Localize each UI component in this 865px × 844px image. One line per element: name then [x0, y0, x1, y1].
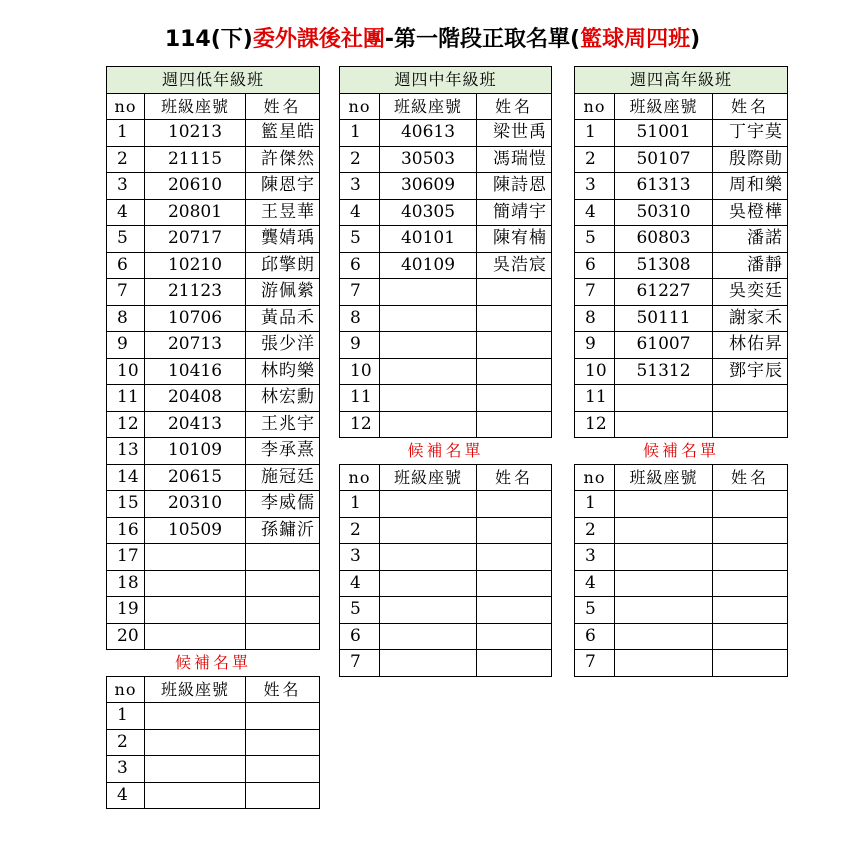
row-number: 10	[575, 358, 615, 385]
class-seat-number: 61227	[615, 279, 713, 306]
row-number: 3	[575, 544, 615, 571]
row-number: 4	[340, 199, 380, 226]
header-no: no	[340, 93, 380, 120]
class-seat-number	[380, 279, 477, 306]
row-number: 7	[575, 650, 615, 677]
title-dash: -	[384, 27, 395, 52]
student-name	[477, 491, 552, 518]
row-number: 7	[340, 650, 380, 677]
table-row	[340, 332, 552, 359]
table-row	[340, 226, 552, 253]
row-number: 1	[107, 120, 145, 147]
student-name: 黃品禾	[246, 305, 320, 332]
table-row	[575, 358, 788, 385]
student-name: 謝家禾	[713, 305, 788, 332]
student-name: 王昱華	[246, 199, 320, 226]
student-name	[477, 385, 552, 412]
class-seat-number: 21123	[145, 279, 246, 306]
student-name: 陳詩恩	[477, 173, 552, 200]
class-seat-number: 20310	[145, 491, 246, 518]
student-name	[246, 729, 320, 756]
class-seat-number: 20610	[145, 173, 246, 200]
class-seat-number: 30609	[380, 173, 477, 200]
class-seat-number	[380, 544, 477, 571]
student-name: 林佑昇	[713, 332, 788, 359]
table-row	[575, 332, 788, 359]
row-number: 3	[107, 756, 145, 783]
table-row	[107, 252, 320, 279]
row-number: 10	[107, 358, 145, 385]
row-number: 3	[575, 173, 615, 200]
student-name: 林宏勳	[246, 385, 320, 412]
class-seat-number	[380, 650, 477, 677]
class-seat-number	[380, 597, 477, 624]
header-no: no	[575, 464, 615, 491]
class-seat-number: 50310	[615, 199, 713, 226]
student-name: 許傑然	[246, 146, 320, 173]
row-number: 3	[340, 544, 380, 571]
low-grade-table	[106, 66, 320, 809]
table-row	[107, 597, 320, 624]
alternates-header-row	[107, 676, 320, 703]
student-name	[713, 650, 788, 677]
table-row	[107, 173, 320, 200]
class-seat-number: 10509	[145, 517, 246, 544]
row-number: 1	[340, 120, 380, 147]
row-number: 1	[107, 703, 145, 730]
title-open-paren: (	[570, 27, 581, 52]
table-row	[107, 570, 320, 597]
student-name: 籃星皓	[246, 120, 320, 147]
header-seat: 班級座號	[615, 93, 713, 120]
row-number: 7	[575, 279, 615, 306]
header-no: no	[340, 464, 380, 491]
alternate-row	[575, 623, 788, 650]
table-row	[575, 411, 788, 438]
row-number: 4	[575, 199, 615, 226]
row-number: 11	[340, 385, 380, 412]
row-number: 12	[107, 411, 145, 438]
student-name: 張少洋	[246, 332, 320, 359]
title-close-paren: )	[690, 27, 701, 52]
table-row	[107, 226, 320, 253]
student-name: 游佩縈	[246, 279, 320, 306]
alternates-title: 候補名單	[107, 650, 320, 677]
student-name	[246, 597, 320, 624]
row-number: 5	[575, 226, 615, 253]
title-phase: 第一階段正取名單	[394, 27, 571, 52]
class-seat-number: 51308	[615, 252, 713, 279]
class-seat-number	[380, 491, 477, 518]
row-number: 2	[340, 146, 380, 173]
class-seat-number	[145, 782, 246, 809]
class-seat-number	[380, 385, 477, 412]
high-grade-table	[574, 66, 788, 677]
table-row	[107, 199, 320, 226]
header-name: 姓名	[477, 464, 552, 491]
class-seat-number: 10109	[145, 438, 246, 465]
header-name: 姓名	[246, 93, 320, 120]
class-seat-number: 10706	[145, 305, 246, 332]
student-name	[713, 597, 788, 624]
table-row	[340, 146, 552, 173]
group-header-row	[340, 67, 552, 94]
title-term: 114(下)	[164, 27, 253, 52]
group-header-row	[575, 67, 788, 94]
row-number: 5	[575, 597, 615, 624]
column-header-row	[575, 93, 788, 120]
header-no: no	[575, 93, 615, 120]
row-number: 6	[575, 623, 615, 650]
alternates-title-row	[575, 438, 788, 465]
table-row	[107, 491, 320, 518]
alternates-title: 候補名單	[340, 438, 552, 465]
group-title: 週四中年級班	[340, 67, 552, 94]
alternate-row	[575, 544, 788, 571]
mid-grade-table	[339, 66, 552, 677]
class-seat-number: 21115	[145, 146, 246, 173]
class-seat-number: 10210	[145, 252, 246, 279]
class-seat-number	[380, 305, 477, 332]
class-seat-number: 10213	[145, 120, 246, 147]
class-seat-number: 60803	[615, 226, 713, 253]
student-name	[246, 570, 320, 597]
header-seat: 班級座號	[380, 464, 477, 491]
student-name: 吳浩宸	[477, 252, 552, 279]
student-name	[246, 703, 320, 730]
class-seat-number: 40101	[380, 226, 477, 253]
header-seat: 班級座號	[615, 464, 713, 491]
row-number: 12	[575, 411, 615, 438]
student-name	[246, 756, 320, 783]
class-seat-number: 20408	[145, 385, 246, 412]
alternate-row	[575, 650, 788, 677]
student-name	[713, 491, 788, 518]
class-seat-number	[145, 544, 246, 571]
table-row	[107, 623, 320, 650]
row-number: 4	[340, 570, 380, 597]
class-seat-number: 10416	[145, 358, 246, 385]
class-seat-number: 20717	[145, 226, 246, 253]
class-seat-number	[615, 570, 713, 597]
group-title: 週四低年級班	[107, 67, 320, 94]
row-number: 19	[107, 597, 145, 624]
row-number: 5	[340, 226, 380, 253]
class-seat-number: 61313	[615, 173, 713, 200]
alternate-row	[340, 597, 552, 624]
alternate-row	[107, 756, 320, 783]
row-number: 4	[575, 570, 615, 597]
student-name: 陳宥楠	[477, 226, 552, 253]
row-number: 4	[107, 782, 145, 809]
class-seat-number	[145, 703, 246, 730]
alternate-row	[107, 703, 320, 730]
row-number: 4	[107, 199, 145, 226]
row-number: 5	[340, 597, 380, 624]
student-name	[477, 517, 552, 544]
class-seat-number	[615, 623, 713, 650]
class-seat-number	[380, 358, 477, 385]
table-row	[107, 146, 320, 173]
row-number: 1	[340, 491, 380, 518]
row-number: 7	[340, 279, 380, 306]
row-number: 5	[107, 226, 145, 253]
row-number: 3	[340, 173, 380, 200]
student-name: 吳橙樺	[713, 199, 788, 226]
header-name: 姓名	[713, 93, 788, 120]
student-name: 林昀樂	[246, 358, 320, 385]
header-no: no	[107, 676, 145, 703]
table-row	[107, 385, 320, 412]
row-number: 1	[575, 491, 615, 518]
table-row	[107, 411, 320, 438]
header-name: 姓名	[477, 93, 552, 120]
class-seat-number	[145, 729, 246, 756]
row-number: 8	[340, 305, 380, 332]
table-row	[340, 173, 552, 200]
row-number: 12	[340, 411, 380, 438]
row-number: 9	[340, 332, 380, 359]
student-name: 王兆宇	[246, 411, 320, 438]
class-seat-number	[145, 597, 246, 624]
student-name	[477, 650, 552, 677]
alternate-row	[340, 517, 552, 544]
class-seat-number	[615, 491, 713, 518]
alternates-title: 候補名單	[575, 438, 788, 465]
class-seat-number: 40109	[380, 252, 477, 279]
student-name: 陳恩宇	[246, 173, 320, 200]
table-row	[107, 438, 320, 465]
row-number: 2	[107, 146, 145, 173]
alternates-title-row	[107, 650, 320, 677]
row-number: 2	[575, 517, 615, 544]
alternates-title-row	[340, 438, 552, 465]
class-seat-number: 51312	[615, 358, 713, 385]
row-number: 1	[575, 120, 615, 147]
table-row	[340, 358, 552, 385]
student-name	[477, 570, 552, 597]
class-seat-number	[380, 570, 477, 597]
row-number: 14	[107, 464, 145, 491]
alternate-row	[340, 623, 552, 650]
table-row	[107, 464, 320, 491]
student-name: 吳奕廷	[713, 279, 788, 306]
table-row	[575, 199, 788, 226]
alternate-row	[340, 650, 552, 677]
alternates-header-row	[340, 464, 552, 491]
class-seat-number	[615, 517, 713, 544]
table-row	[575, 279, 788, 306]
class-seat-number: 20413	[145, 411, 246, 438]
row-number: 6	[340, 623, 380, 650]
alternate-row	[575, 597, 788, 624]
row-number: 17	[107, 544, 145, 571]
header-seat: 班級座號	[380, 93, 477, 120]
table-row	[575, 252, 788, 279]
student-name	[477, 305, 552, 332]
alternate-row	[340, 491, 552, 518]
class-seat-number	[145, 756, 246, 783]
class-seat-number	[380, 332, 477, 359]
table-row	[575, 173, 788, 200]
student-name	[713, 544, 788, 571]
table-row	[340, 385, 552, 412]
row-number: 8	[107, 305, 145, 332]
student-name: 周和樂	[713, 173, 788, 200]
student-name	[713, 385, 788, 412]
alternate-row	[575, 517, 788, 544]
class-seat-number	[145, 570, 246, 597]
class-seat-number: 20801	[145, 199, 246, 226]
row-number: 3	[107, 173, 145, 200]
student-name	[477, 597, 552, 624]
header-seat: 班級座號	[145, 93, 246, 120]
student-name: 潘諾	[713, 226, 788, 253]
header-no: no	[107, 93, 145, 120]
table-row	[340, 305, 552, 332]
class-seat-number	[380, 623, 477, 650]
table-row	[575, 226, 788, 253]
student-name	[713, 623, 788, 650]
class-seat-number	[615, 544, 713, 571]
row-number: 10	[340, 358, 380, 385]
class-seat-number	[380, 411, 477, 438]
table-row	[107, 358, 320, 385]
student-name: 丁宇莫	[713, 120, 788, 147]
student-name: 邱擎朗	[246, 252, 320, 279]
table-row	[107, 120, 320, 147]
row-number: 6	[575, 252, 615, 279]
header-name: 姓名	[713, 464, 788, 491]
class-seat-number: 50107	[615, 146, 713, 173]
row-number: 2	[340, 517, 380, 544]
table-row	[340, 120, 552, 147]
row-number: 6	[107, 252, 145, 279]
alternate-row	[107, 729, 320, 756]
alternate-row	[575, 570, 788, 597]
student-name: 馮瑞愷	[477, 146, 552, 173]
student-name	[246, 544, 320, 571]
class-seat-number	[615, 411, 713, 438]
student-name	[713, 517, 788, 544]
group-header-row	[107, 67, 320, 94]
alternate-row	[575, 491, 788, 518]
row-number: 6	[340, 252, 380, 279]
student-name	[477, 411, 552, 438]
class-seat-number	[380, 517, 477, 544]
row-number: 16	[107, 517, 145, 544]
student-name	[477, 358, 552, 385]
title-club: 籃球周四班	[580, 27, 691, 52]
row-number: 11	[107, 385, 145, 412]
column-header-row	[340, 93, 552, 120]
student-name	[477, 623, 552, 650]
student-name: 李威儒	[246, 491, 320, 518]
row-number: 15	[107, 491, 145, 518]
row-number: 11	[575, 385, 615, 412]
header-seat: 班級座號	[145, 676, 246, 703]
row-number: 7	[107, 279, 145, 306]
row-number: 9	[575, 332, 615, 359]
table-row	[575, 146, 788, 173]
column-header-row	[107, 93, 320, 120]
group-title: 週四高年級班	[575, 67, 788, 94]
class-seat-number	[615, 650, 713, 677]
row-number: 20	[107, 623, 145, 650]
class-seat-number: 61007	[615, 332, 713, 359]
student-name	[713, 570, 788, 597]
alternate-row	[340, 570, 552, 597]
student-name	[246, 782, 320, 809]
row-number: 18	[107, 570, 145, 597]
table-row	[575, 120, 788, 147]
title-program: 委外課後社團	[252, 27, 385, 52]
alternates-header-row	[575, 464, 788, 491]
student-name: 李承熹	[246, 438, 320, 465]
table-row	[107, 332, 320, 359]
student-name	[477, 332, 552, 359]
class-seat-number: 30503	[380, 146, 477, 173]
student-name: 潘靜	[713, 252, 788, 279]
class-seat-number: 51001	[615, 120, 713, 147]
table-row	[575, 305, 788, 332]
table-row	[340, 252, 552, 279]
table-row	[575, 385, 788, 412]
class-seat-number	[615, 385, 713, 412]
row-number: 2	[107, 729, 145, 756]
row-number: 8	[575, 305, 615, 332]
student-name: 龔婧瑀	[246, 226, 320, 253]
class-seat-number: 20615	[145, 464, 246, 491]
table-row	[340, 411, 552, 438]
row-number: 9	[107, 332, 145, 359]
table-row	[107, 279, 320, 306]
class-seat-number	[145, 623, 246, 650]
student-name: 孫鏞沂	[246, 517, 320, 544]
student-name	[477, 544, 552, 571]
class-seat-number: 40613	[380, 120, 477, 147]
student-name: 簡靖宇	[477, 199, 552, 226]
student-name	[246, 623, 320, 650]
alternate-row	[340, 544, 552, 571]
page-title	[0, 22, 865, 53]
student-name	[713, 411, 788, 438]
student-name: 鄧宇辰	[713, 358, 788, 385]
student-name: 施冠廷	[246, 464, 320, 491]
table-row	[107, 305, 320, 332]
class-seat-number: 40305	[380, 199, 477, 226]
header-name: 姓名	[246, 676, 320, 703]
class-seat-number	[615, 597, 713, 624]
class-seat-number: 20713	[145, 332, 246, 359]
table-row	[107, 544, 320, 571]
student-name: 殷際勛	[713, 146, 788, 173]
table-row	[107, 517, 320, 544]
class-seat-number: 50111	[615, 305, 713, 332]
row-number: 13	[107, 438, 145, 465]
row-number: 2	[575, 146, 615, 173]
alternate-row	[107, 782, 320, 809]
student-name: 梁世禹	[477, 120, 552, 147]
table-row	[340, 199, 552, 226]
student-name	[477, 279, 552, 306]
table-row	[340, 279, 552, 306]
